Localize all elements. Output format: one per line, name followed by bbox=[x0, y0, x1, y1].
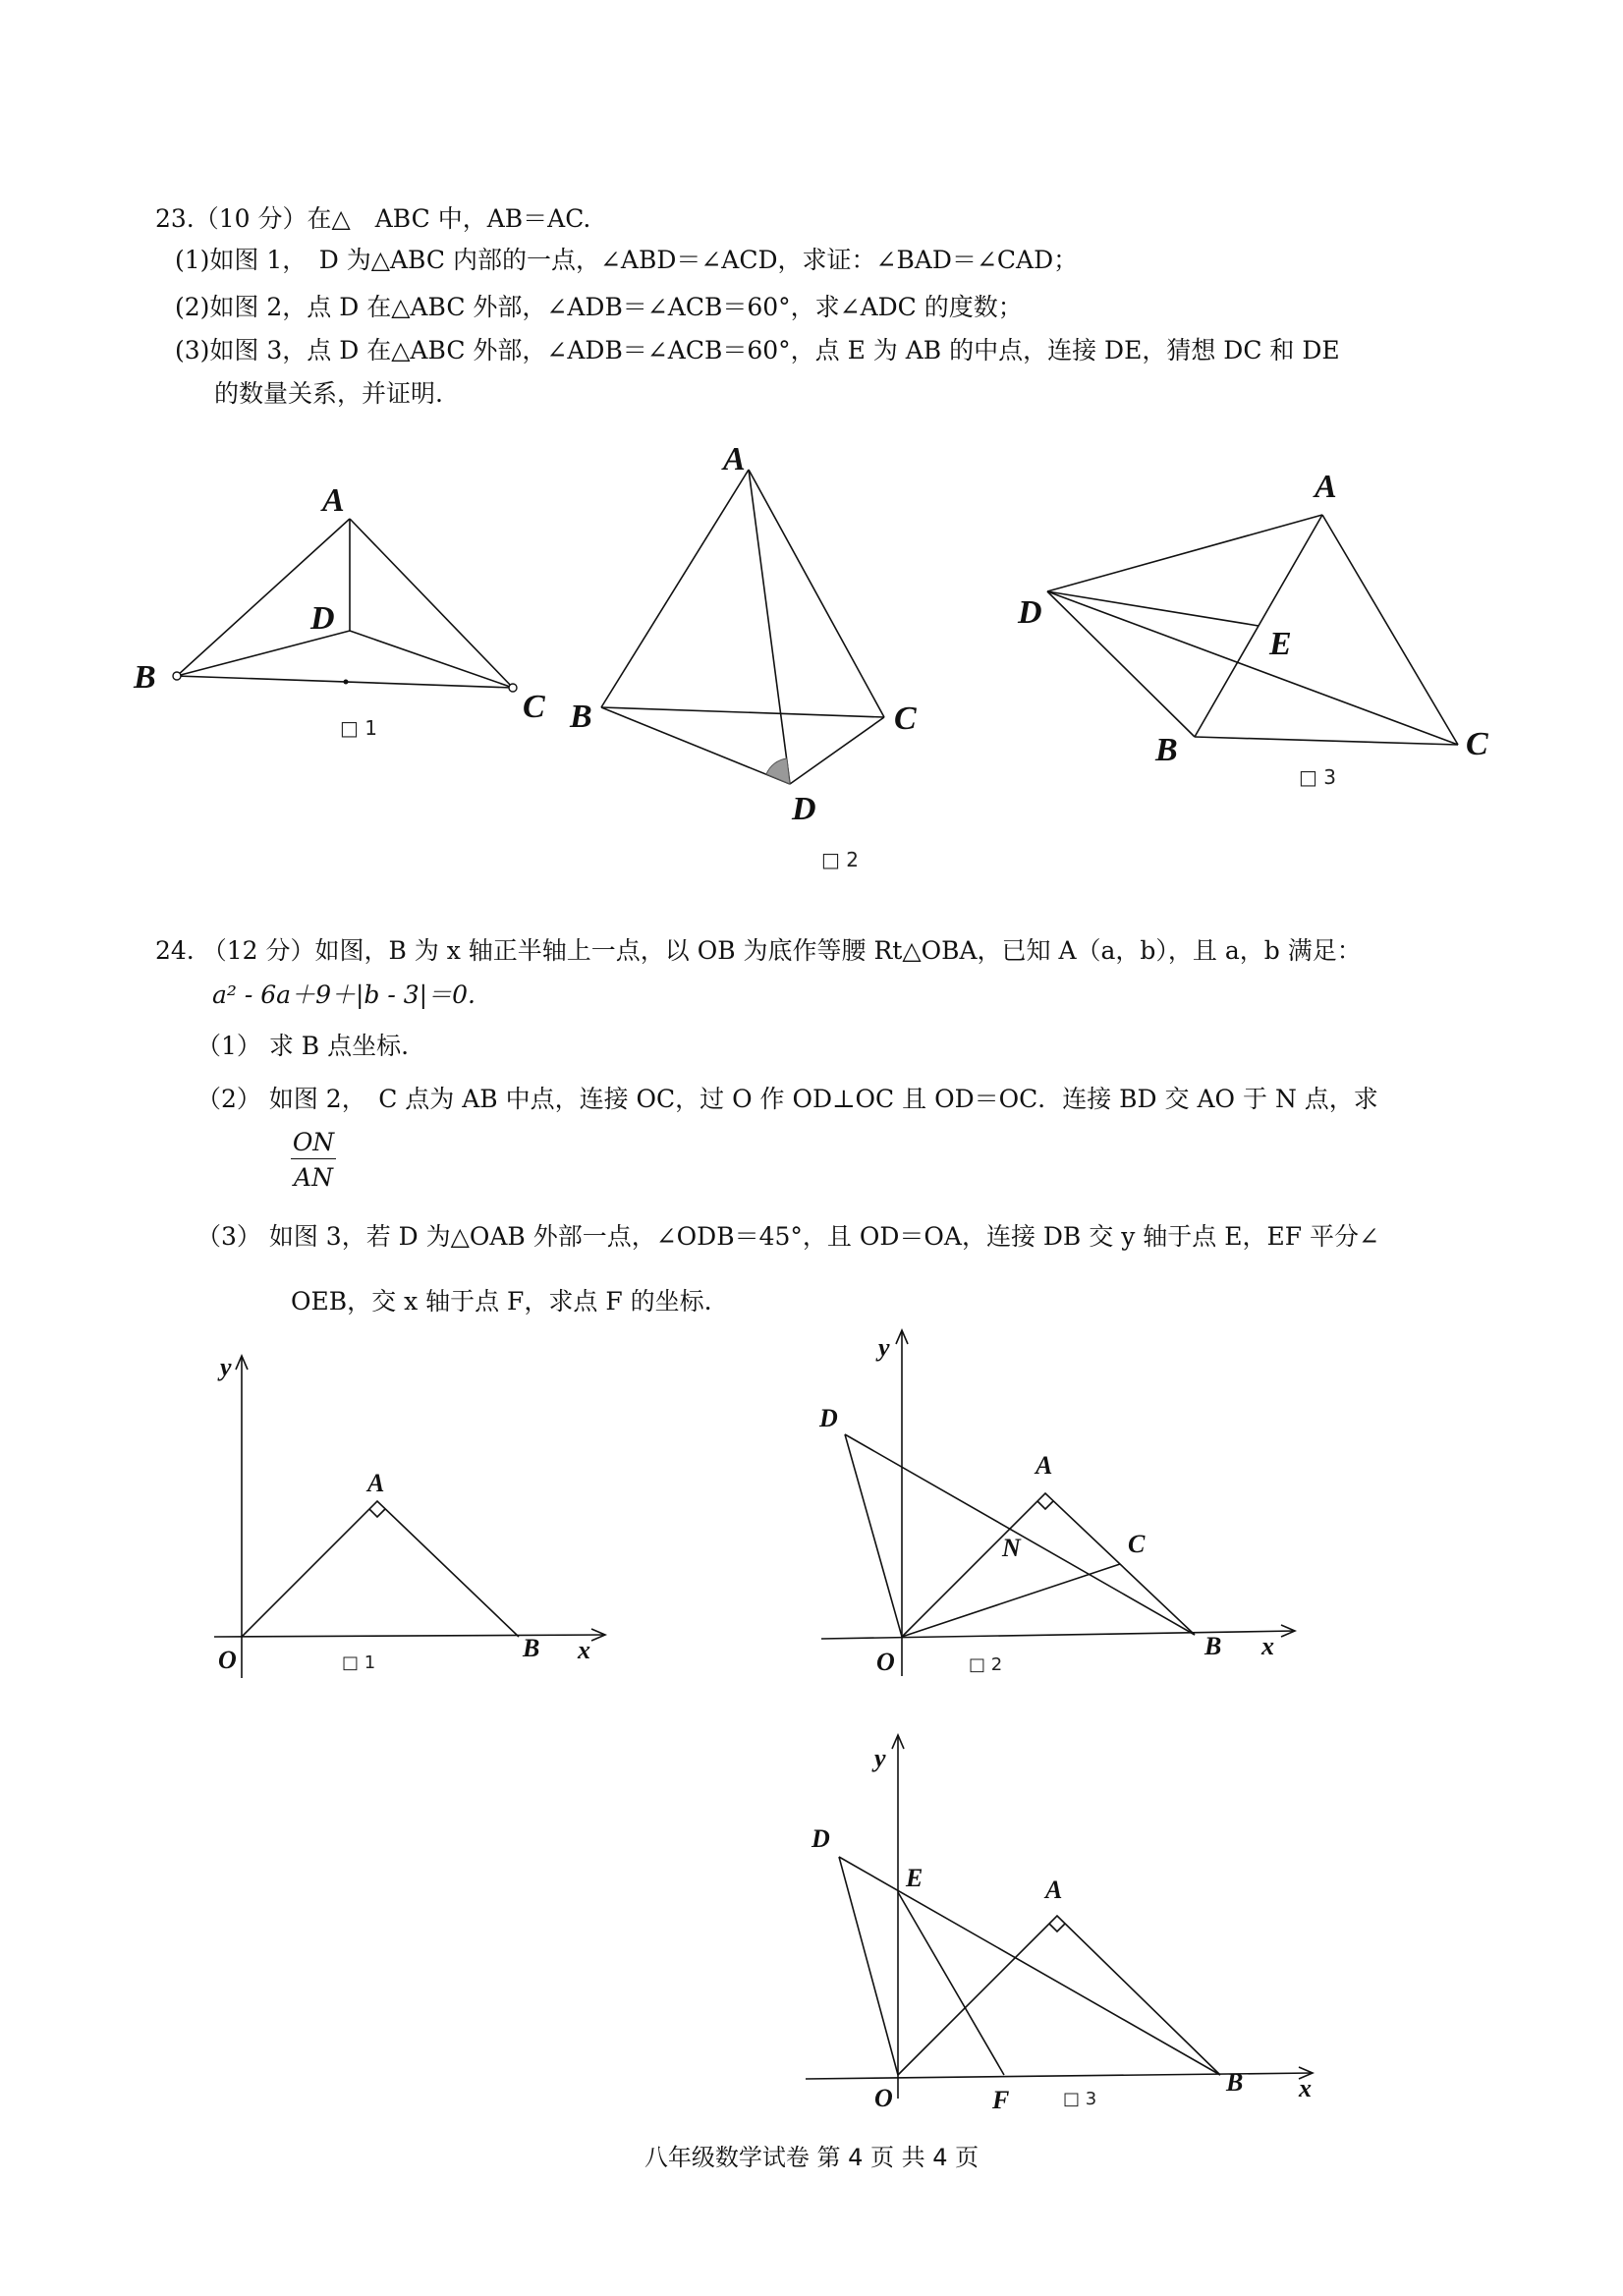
page-footer: 八年级数学试卷 第 4 页 共 4 页 bbox=[644, 2144, 979, 2171]
fig3-label-C: C bbox=[1466, 726, 1488, 762]
fig24-1-caption: □ 1 bbox=[342, 1652, 376, 1673]
q24-part1: （1） 求 B 点坐标. bbox=[196, 1032, 410, 1060]
q23-figure-1 bbox=[133, 482, 545, 740]
fig1-segment-CD bbox=[350, 631, 513, 688]
fig2-segment-AB bbox=[601, 470, 749, 707]
fig1-label-D: D bbox=[310, 600, 335, 637]
fig24-2-label-D: D bbox=[819, 1404, 838, 1432]
fig3-label-B: B bbox=[1155, 732, 1178, 768]
q24-figure-1 bbox=[214, 1353, 605, 1678]
q23-part3-line2: 的数量关系，并证明. bbox=[214, 379, 443, 408]
fig24-3-label-E: E bbox=[906, 1864, 923, 1892]
q23-figure-2 bbox=[569, 441, 917, 871]
fig2-label-B: B bbox=[570, 699, 592, 735]
fig24-2-segment-OD bbox=[845, 1434, 902, 1637]
fraction-numerator: ON bbox=[291, 1128, 336, 1159]
q23-part2: (2)如图 2，点 D 在△ABC 外部，∠ADB＝∠ACB＝60°，求∠ADC 的度数； bbox=[175, 293, 1023, 321]
fig24-3-segment-OD bbox=[839, 1857, 898, 2075]
q23-part1: (1)如图 1， D 为△ABC 内部的一点，∠ABD＝∠ACD，求证：∠BAD＝∠CAD； bbox=[175, 246, 1079, 274]
fig24-2-label-x: x bbox=[1261, 1632, 1274, 1660]
fig24-2-label-N: N bbox=[1002, 1534, 1021, 1562]
q24-part3-line1: （3） 如图 3，若 D 为△OAB 外部一点，∠ODB＝45°，且 OD＝OA，连接 DB 交 y 轴于点 E，EF 平分∠ bbox=[196, 1222, 1379, 1251]
fig24-3-caption: □ 3 bbox=[1063, 2089, 1097, 2109]
fig2-angle-mark bbox=[766, 758, 790, 784]
fig2-caption: □ 2 bbox=[821, 848, 859, 871]
fig24-2-x-axis bbox=[821, 1631, 1295, 1639]
fig24-1-label-A: A bbox=[367, 1469, 385, 1497]
fig3-segment-BC bbox=[1195, 737, 1458, 745]
fig3-label-E: E bbox=[1269, 626, 1292, 662]
fig24-3-segment-DB bbox=[839, 1857, 1220, 2075]
fig24-3-label-F: F bbox=[992, 2086, 1010, 2114]
fig3-segment-DE bbox=[1047, 591, 1259, 626]
fig2-label-A: A bbox=[723, 441, 746, 477]
fig3-segment-DB bbox=[1047, 591, 1195, 737]
fig24-2-label-O: O bbox=[876, 1648, 895, 1676]
fig3-segment-DA bbox=[1047, 515, 1322, 591]
fig24-2-right-angle bbox=[1037, 1501, 1053, 1509]
fig24-3-label-x: x bbox=[1299, 2074, 1312, 2102]
fig1-midpoint-dot bbox=[344, 680, 349, 685]
q24-figure-3 bbox=[806, 1735, 1313, 2114]
fig24-3-segment-EF bbox=[898, 1892, 1004, 2075]
fig2-segment-BD bbox=[601, 707, 790, 784]
q24-header: 24. （12 分）如图，B 为 x 轴正半轴上一点，以 OB 为底作等腰 Rt△OBA，已知 A（a，b），且 a，b 满足： bbox=[155, 936, 1362, 965]
fig24-1-x-axis bbox=[214, 1635, 605, 1637]
fig1-label-C: C bbox=[523, 689, 545, 725]
fig24-2-caption: □ 2 bbox=[969, 1654, 1003, 1675]
fig3-label-A: A bbox=[1315, 469, 1337, 505]
fig3-segment-AC bbox=[1322, 515, 1458, 745]
q23-figure-3 bbox=[1017, 469, 1488, 789]
fig2-segment-AC bbox=[749, 470, 884, 717]
fig2-segment-AD bbox=[749, 470, 790, 784]
fig24-2-label-A: A bbox=[1035, 1451, 1053, 1480]
fig24-2-label-y: y bbox=[878, 1333, 890, 1362]
q24-part2: （2） 如图 2， C 点为 AB 中点，连接 OC，过 O 作 OD⊥OC 且 OD＝OC．连接 BD 交 AO 于 N 点，求 bbox=[196, 1085, 1378, 1113]
fig24-3-label-B: B bbox=[1226, 2068, 1244, 2097]
fig24-1-triangle bbox=[242, 1501, 519, 1637]
fig24-1-label-y: y bbox=[220, 1353, 232, 1381]
fig24-3-label-y: y bbox=[874, 1744, 886, 1772]
fig24-3-right-angle bbox=[1049, 1924, 1065, 1932]
fig2-label-D: D bbox=[792, 791, 816, 827]
fig1-caption: □ 1 bbox=[340, 716, 377, 740]
fig1-point-B bbox=[173, 672, 181, 680]
fig24-2-label-C: C bbox=[1128, 1530, 1146, 1558]
fig24-1-label-O: O bbox=[218, 1646, 237, 1674]
fig1-point-C bbox=[509, 684, 517, 692]
fig2-segment-BC bbox=[601, 707, 884, 717]
q24-part3-line2: OEB，交 x 轴于点 F，求点 F 的坐标. bbox=[291, 1287, 712, 1316]
q24-equation: a² ‑ 6a＋9＋|b ‑ 3|＝0. bbox=[212, 980, 476, 1009]
fig24-1-label-x: x bbox=[578, 1636, 590, 1664]
q23-header: 23.（10 分）在△ ABC 中，AB＝AC. bbox=[155, 204, 591, 233]
fig1-label-A: A bbox=[322, 482, 345, 519]
fraction-denominator: AN bbox=[294, 1163, 333, 1192]
fig2-segment-CD bbox=[790, 717, 884, 784]
fig24-3-label-O: O bbox=[874, 2084, 893, 2112]
fig24-3-triangle bbox=[898, 1916, 1220, 2075]
fig24-3-label-D: D bbox=[812, 1824, 830, 1853]
fig24-3-label-A: A bbox=[1045, 1876, 1063, 1904]
fig24-1-label-B: B bbox=[523, 1634, 540, 1662]
q24-figure-2 bbox=[818, 1330, 1295, 1676]
fig24-1-right-angle bbox=[369, 1509, 385, 1517]
fig24-2-label-B: B bbox=[1204, 1632, 1222, 1660]
fig24-2-triangle bbox=[902, 1493, 1195, 1637]
fig3-segment-DC bbox=[1047, 591, 1458, 745]
fig2-label-C: C bbox=[894, 700, 917, 737]
fig1-label-B: B bbox=[134, 659, 156, 696]
q23-part3-line1: (3)如图 3，点 D 在△ABC 外部，∠ADB＝∠ACB＝60°，点 E 为 AB 的中点，连接 DE，猜想 DC 和 DE bbox=[175, 336, 1340, 364]
fig24-2-segment-OC bbox=[902, 1564, 1120, 1637]
fig3-label-D: D bbox=[1018, 594, 1042, 631]
fig3-caption: □ 3 bbox=[1299, 765, 1336, 789]
